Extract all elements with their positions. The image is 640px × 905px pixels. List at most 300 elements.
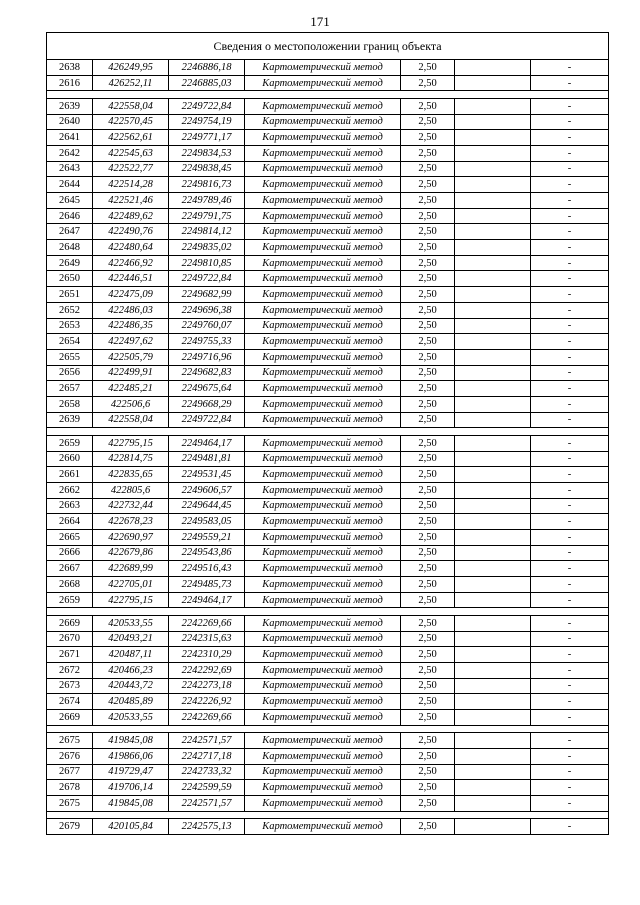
cell-point-number: 2653: [47, 318, 93, 334]
cell-description: -: [531, 482, 609, 498]
table-row: [47, 592, 609, 608]
cell-x-coordinate: 422522,77: [93, 161, 169, 177]
cell-point-number: 2657: [47, 381, 93, 397]
cell-empty: [455, 381, 531, 397]
cell-method: Картометрический метод: [245, 177, 401, 193]
cell-x-coordinate: 422795,15: [93, 592, 169, 608]
table-row: [47, 365, 609, 381]
cell-empty: [455, 561, 531, 577]
cell-x-coordinate: 422558,04: [93, 98, 169, 114]
cell-y-coordinate: 2246885,03: [169, 75, 245, 91]
cell-accuracy: 2,50: [401, 733, 455, 749]
separator-cell: [47, 725, 609, 733]
cell-empty: [455, 451, 531, 467]
cell-y-coordinate: 2249760,07: [169, 318, 245, 334]
cell-description: -: [531, 334, 609, 350]
table-row: [47, 318, 609, 334]
separator-cell: [47, 428, 609, 436]
cell-empty: [455, 98, 531, 114]
cell-point-number: 2654: [47, 334, 93, 350]
cell-x-coordinate: 420533,55: [93, 710, 169, 726]
cell-empty: [455, 733, 531, 749]
table-separator-row: [47, 725, 609, 733]
table-row: [47, 240, 609, 256]
cell-empty: [455, 780, 531, 796]
page-number: 171: [310, 14, 330, 29]
cell-method: Картометрический метод: [245, 647, 401, 663]
table-row: [47, 498, 609, 514]
table-row: [47, 710, 609, 726]
cell-accuracy: 2,50: [401, 60, 455, 76]
cell-description: -: [531, 748, 609, 764]
table-row: [47, 98, 609, 114]
cell-x-coordinate: 420485,89: [93, 694, 169, 710]
cell-description: -: [531, 662, 609, 678]
cell-method: Картометрический метод: [245, 412, 401, 428]
cell-method: Картометрический метод: [245, 529, 401, 545]
cell-x-coordinate: 426252,11: [93, 75, 169, 91]
cell-description: -: [531, 647, 609, 663]
cell-x-coordinate: 422678,23: [93, 514, 169, 530]
cell-point-number: 2679: [47, 819, 93, 835]
cell-description: -: [531, 467, 609, 483]
cell-x-coordinate: 422506,6: [93, 396, 169, 412]
cell-method: Картометрический метод: [245, 678, 401, 694]
table-row: [47, 60, 609, 76]
cell-x-coordinate: 419706,14: [93, 780, 169, 796]
cell-accuracy: 2,50: [401, 451, 455, 467]
cell-accuracy: 2,50: [401, 114, 455, 130]
cell-y-coordinate: 2242310,29: [169, 647, 245, 663]
cell-description: -: [531, 130, 609, 146]
cell-empty: [455, 208, 531, 224]
cell-accuracy: 2,50: [401, 193, 455, 209]
cell-point-number: 2652: [47, 302, 93, 318]
cell-description: -: [531, 75, 609, 91]
cell-y-coordinate: 2249716,96: [169, 349, 245, 365]
cell-description: -: [531, 302, 609, 318]
cell-point-number: 2645: [47, 193, 93, 209]
cell-x-coordinate: 422446,51: [93, 271, 169, 287]
cell-y-coordinate: 2246886,18: [169, 60, 245, 76]
cell-point-number: 2648: [47, 240, 93, 256]
cell-point-number: 2651: [47, 287, 93, 303]
cell-y-coordinate: 2249722,84: [169, 271, 245, 287]
cell-description: -: [531, 114, 609, 130]
cell-x-coordinate: 422562,61: [93, 130, 169, 146]
cell-point-number: 2671: [47, 647, 93, 663]
cell-description: -: [531, 631, 609, 647]
cell-method: Картометрический метод: [245, 318, 401, 334]
cell-y-coordinate: 2249835,02: [169, 240, 245, 256]
cell-empty: [455, 748, 531, 764]
cell-method: Картометрический метод: [245, 130, 401, 146]
table-row: [47, 381, 609, 397]
cell-description: -: [531, 819, 609, 835]
cell-y-coordinate: 2249481,81: [169, 451, 245, 467]
cell-method: Картометрический метод: [245, 482, 401, 498]
cell-x-coordinate: 422497,62: [93, 334, 169, 350]
cell-x-coordinate: 422486,35: [93, 318, 169, 334]
table-row: [47, 130, 609, 146]
cell-method: Картометрический метод: [245, 694, 401, 710]
cell-method: Картометрический метод: [245, 75, 401, 91]
table-row: [47, 694, 609, 710]
cell-accuracy: 2,50: [401, 224, 455, 240]
cell-point-number: 2668: [47, 577, 93, 593]
cell-y-coordinate: 2249675,64: [169, 381, 245, 397]
cell-point-number: 2616: [47, 75, 93, 91]
cell-x-coordinate: 420487,11: [93, 647, 169, 663]
table-title-row: [47, 33, 609, 60]
cell-empty: [455, 130, 531, 146]
cell-empty: [455, 334, 531, 350]
cell-x-coordinate: 422558,04: [93, 412, 169, 428]
cell-point-number: 2660: [47, 451, 93, 467]
table-row: [47, 224, 609, 240]
cell-y-coordinate: 2249755,33: [169, 334, 245, 350]
cell-point-number: 2672: [47, 662, 93, 678]
cell-y-coordinate: 2249464,17: [169, 592, 245, 608]
cell-point-number: 2675: [47, 795, 93, 811]
cell-x-coordinate: 422499,91: [93, 365, 169, 381]
cell-description: -: [531, 545, 609, 561]
table-row: [47, 795, 609, 811]
cell-accuracy: 2,50: [401, 240, 455, 256]
cell-point-number: 2667: [47, 561, 93, 577]
cell-y-coordinate: 2249771,17: [169, 130, 245, 146]
cell-accuracy: 2,50: [401, 334, 455, 350]
table-separator-row: [47, 428, 609, 436]
cell-description: -: [531, 780, 609, 796]
cell-method: Картометрический метод: [245, 161, 401, 177]
cell-y-coordinate: 2242571,57: [169, 795, 245, 811]
cell-accuracy: 2,50: [401, 396, 455, 412]
table-body: [47, 60, 609, 835]
cell-y-coordinate: 2249816,73: [169, 177, 245, 193]
cell-point-number: 2677: [47, 764, 93, 780]
cell-accuracy: 2,50: [401, 381, 455, 397]
cell-x-coordinate: 422505,79: [93, 349, 169, 365]
table-row: [47, 662, 609, 678]
cell-description: -: [531, 145, 609, 161]
cell-x-coordinate: 420493,21: [93, 631, 169, 647]
cell-description: -: [531, 498, 609, 514]
table-row: [47, 764, 609, 780]
cell-x-coordinate: 419845,08: [93, 733, 169, 749]
table-row: [47, 482, 609, 498]
cell-point-number: 2659: [47, 592, 93, 608]
cell-x-coordinate: 422485,21: [93, 381, 169, 397]
cell-accuracy: 2,50: [401, 529, 455, 545]
cell-description: -: [531, 514, 609, 530]
cell-accuracy: 2,50: [401, 748, 455, 764]
cell-x-coordinate: 422732,44: [93, 498, 169, 514]
cell-x-coordinate: 420105,84: [93, 819, 169, 835]
cell-method: Картометрический метод: [245, 240, 401, 256]
cell-empty: [455, 193, 531, 209]
cell-accuracy: 2,50: [401, 577, 455, 593]
cell-accuracy: 2,50: [401, 592, 455, 608]
cell-method: Картометрический метод: [245, 224, 401, 240]
cell-method: Картометрический метод: [245, 145, 401, 161]
cell-accuracy: 2,50: [401, 631, 455, 647]
cell-method: Картометрический метод: [245, 710, 401, 726]
cell-x-coordinate: 420466,23: [93, 662, 169, 678]
cell-accuracy: 2,50: [401, 365, 455, 381]
cell-point-number: 2655: [47, 349, 93, 365]
cell-point-number: 2669: [47, 710, 93, 726]
cell-accuracy: 2,50: [401, 694, 455, 710]
table-row: [47, 114, 609, 130]
table-row: [47, 733, 609, 749]
cell-x-coordinate: 422521,46: [93, 193, 169, 209]
cell-empty: [455, 631, 531, 647]
cell-accuracy: 2,50: [401, 208, 455, 224]
cell-method: Картометрический метод: [245, 98, 401, 114]
table-row: [47, 615, 609, 631]
cell-y-coordinate: 2249722,84: [169, 412, 245, 428]
cell-empty: [455, 145, 531, 161]
cell-accuracy: 2,50: [401, 561, 455, 577]
cell-accuracy: 2,50: [401, 545, 455, 561]
cell-y-coordinate: 2242273,18: [169, 678, 245, 694]
cell-y-coordinate: 2249814,12: [169, 224, 245, 240]
cell-empty: [455, 240, 531, 256]
cell-empty: [455, 482, 531, 498]
table-row: [47, 412, 609, 428]
cell-empty: [455, 694, 531, 710]
table-title: Сведения о местоположении границ объекта: [47, 33, 609, 60]
cell-x-coordinate: 419845,08: [93, 795, 169, 811]
cell-x-coordinate: 422475,09: [93, 287, 169, 303]
cell-accuracy: 2,50: [401, 795, 455, 811]
separator-cell: [47, 91, 609, 99]
cell-x-coordinate: 422689,99: [93, 561, 169, 577]
cell-accuracy: 2,50: [401, 287, 455, 303]
cell-x-coordinate: 422679,86: [93, 545, 169, 561]
table-row: [47, 193, 609, 209]
cell-point-number: 2656: [47, 365, 93, 381]
cell-description: -: [531, 694, 609, 710]
cell-y-coordinate: 2249531,45: [169, 467, 245, 483]
table-row: [47, 545, 609, 561]
cell-description: -: [531, 733, 609, 749]
cell-accuracy: 2,50: [401, 764, 455, 780]
table-row: [47, 529, 609, 545]
cell-x-coordinate: 422490,76: [93, 224, 169, 240]
cell-accuracy: 2,50: [401, 780, 455, 796]
cell-method: Картометрический метод: [245, 545, 401, 561]
cell-y-coordinate: 2242599,59: [169, 780, 245, 796]
cell-method: Картометрический метод: [245, 60, 401, 76]
cell-empty: [455, 396, 531, 412]
cell-y-coordinate: 2249559,21: [169, 529, 245, 545]
table-row: [47, 780, 609, 796]
table-separator-row: [47, 811, 609, 819]
cell-method: Картометрический метод: [245, 514, 401, 530]
cell-y-coordinate: 2249834,53: [169, 145, 245, 161]
table-row: [47, 678, 609, 694]
table-row: [47, 177, 609, 193]
table-row: [47, 748, 609, 764]
cell-method: Картометрический метод: [245, 271, 401, 287]
cell-accuracy: 2,50: [401, 482, 455, 498]
cell-accuracy: 2,50: [401, 318, 455, 334]
cell-point-number: 2642: [47, 145, 93, 161]
cell-y-coordinate: 2242733,32: [169, 764, 245, 780]
cell-method: Картометрический метод: [245, 334, 401, 350]
cell-empty: [455, 318, 531, 334]
table-row: [47, 208, 609, 224]
table-row: [47, 561, 609, 577]
cell-description: -: [531, 529, 609, 545]
cell-accuracy: 2,50: [401, 412, 455, 428]
cell-accuracy: 2,50: [401, 349, 455, 365]
cell-y-coordinate: 2249606,57: [169, 482, 245, 498]
cell-y-coordinate: 2249485,73: [169, 577, 245, 593]
cell-point-number: 2647: [47, 224, 93, 240]
cell-point-number: 2658: [47, 396, 93, 412]
cell-description: -: [531, 764, 609, 780]
cell-point-number: 2641: [47, 130, 93, 146]
table-row: [47, 75, 609, 91]
cell-x-coordinate: 419866,06: [93, 748, 169, 764]
cell-description: -: [531, 710, 609, 726]
cell-accuracy: 2,50: [401, 514, 455, 530]
cell-empty: [455, 365, 531, 381]
cell-x-coordinate: 422814,75: [93, 451, 169, 467]
cell-method: Картометрический метод: [245, 561, 401, 577]
cell-point-number: 2676: [47, 748, 93, 764]
cell-description: -: [531, 98, 609, 114]
cell-y-coordinate: 2242269,66: [169, 615, 245, 631]
cell-method: Картометрический метод: [245, 396, 401, 412]
cell-accuracy: 2,50: [401, 710, 455, 726]
cell-y-coordinate: 2242269,66: [169, 710, 245, 726]
cell-description: -: [531, 412, 609, 428]
cell-method: Картометрический метод: [245, 819, 401, 835]
cell-y-coordinate: 2249543,86: [169, 545, 245, 561]
cell-x-coordinate: 420443,72: [93, 678, 169, 694]
cell-point-number: 2639: [47, 412, 93, 428]
cell-empty: [455, 662, 531, 678]
cell-accuracy: 2,50: [401, 271, 455, 287]
cell-description: -: [531, 193, 609, 209]
cell-method: Картометрический метод: [245, 780, 401, 796]
cell-empty: [455, 819, 531, 835]
cell-y-coordinate: 2249464,17: [169, 435, 245, 451]
table-row: [47, 255, 609, 271]
cell-method: Картометрический метод: [245, 748, 401, 764]
cell-description: -: [531, 381, 609, 397]
cell-description: -: [531, 318, 609, 334]
cell-x-coordinate: 422705,01: [93, 577, 169, 593]
table-row: [47, 396, 609, 412]
cell-empty: [455, 545, 531, 561]
cell-description: -: [531, 224, 609, 240]
cell-y-coordinate: 2249810,85: [169, 255, 245, 271]
cell-x-coordinate: 422570,45: [93, 114, 169, 130]
cell-accuracy: 2,50: [401, 75, 455, 91]
cell-method: Картометрический метод: [245, 631, 401, 647]
boundary-table-container: [46, 32, 608, 835]
cell-y-coordinate: 2242571,57: [169, 733, 245, 749]
cell-description: -: [531, 592, 609, 608]
cell-y-coordinate: 2249838,45: [169, 161, 245, 177]
cell-point-number: 2639: [47, 98, 93, 114]
cell-x-coordinate: 422690,97: [93, 529, 169, 545]
cell-accuracy: 2,50: [401, 662, 455, 678]
table-row: [47, 819, 609, 835]
cell-accuracy: 2,50: [401, 302, 455, 318]
table-row: [47, 302, 609, 318]
cell-accuracy: 2,50: [401, 615, 455, 631]
cell-y-coordinate: 2249668,29: [169, 396, 245, 412]
cell-accuracy: 2,50: [401, 255, 455, 271]
table-separator-row: [47, 91, 609, 99]
cell-description: -: [531, 435, 609, 451]
cell-empty: [455, 435, 531, 451]
boundary-table: [46, 32, 609, 835]
cell-method: Картометрический метод: [245, 451, 401, 467]
table-row: [47, 467, 609, 483]
cell-y-coordinate: 2249791,75: [169, 208, 245, 224]
cell-x-coordinate: 422805,6: [93, 482, 169, 498]
cell-empty: [455, 577, 531, 593]
cell-method: Картометрический метод: [245, 498, 401, 514]
cell-empty: [455, 412, 531, 428]
cell-point-number: 2638: [47, 60, 93, 76]
cell-method: Картометрический метод: [245, 208, 401, 224]
cell-method: Картометрический метод: [245, 435, 401, 451]
cell-method: Картометрический метод: [245, 662, 401, 678]
cell-x-coordinate: 422480,64: [93, 240, 169, 256]
cell-description: -: [531, 271, 609, 287]
table-row: [47, 631, 609, 647]
cell-point-number: 2661: [47, 467, 93, 483]
table-row: [47, 647, 609, 663]
cell-y-coordinate: 2242315,63: [169, 631, 245, 647]
cell-description: -: [531, 60, 609, 76]
cell-point-number: 2643: [47, 161, 93, 177]
cell-empty: [455, 795, 531, 811]
table-row: [47, 514, 609, 530]
cell-y-coordinate: 2242575,13: [169, 819, 245, 835]
cell-method: Картометрический метод: [245, 577, 401, 593]
cell-empty: [455, 177, 531, 193]
cell-method: Картометрический метод: [245, 467, 401, 483]
cell-x-coordinate: 422466,92: [93, 255, 169, 271]
cell-method: Картометрический метод: [245, 114, 401, 130]
cell-accuracy: 2,50: [401, 177, 455, 193]
cell-empty: [455, 60, 531, 76]
cell-point-number: 2649: [47, 255, 93, 271]
cell-empty: [455, 271, 531, 287]
cell-point-number: 2673: [47, 678, 93, 694]
table-row: [47, 161, 609, 177]
cell-y-coordinate: 2249696,38: [169, 302, 245, 318]
cell-y-coordinate: 2249516,43: [169, 561, 245, 577]
cell-point-number: 2670: [47, 631, 93, 647]
cell-point-number: 2644: [47, 177, 93, 193]
cell-description: -: [531, 349, 609, 365]
cell-accuracy: 2,50: [401, 647, 455, 663]
cell-empty: [455, 678, 531, 694]
table-row: [47, 287, 609, 303]
cell-x-coordinate: 422489,62: [93, 208, 169, 224]
cell-empty: [455, 75, 531, 91]
